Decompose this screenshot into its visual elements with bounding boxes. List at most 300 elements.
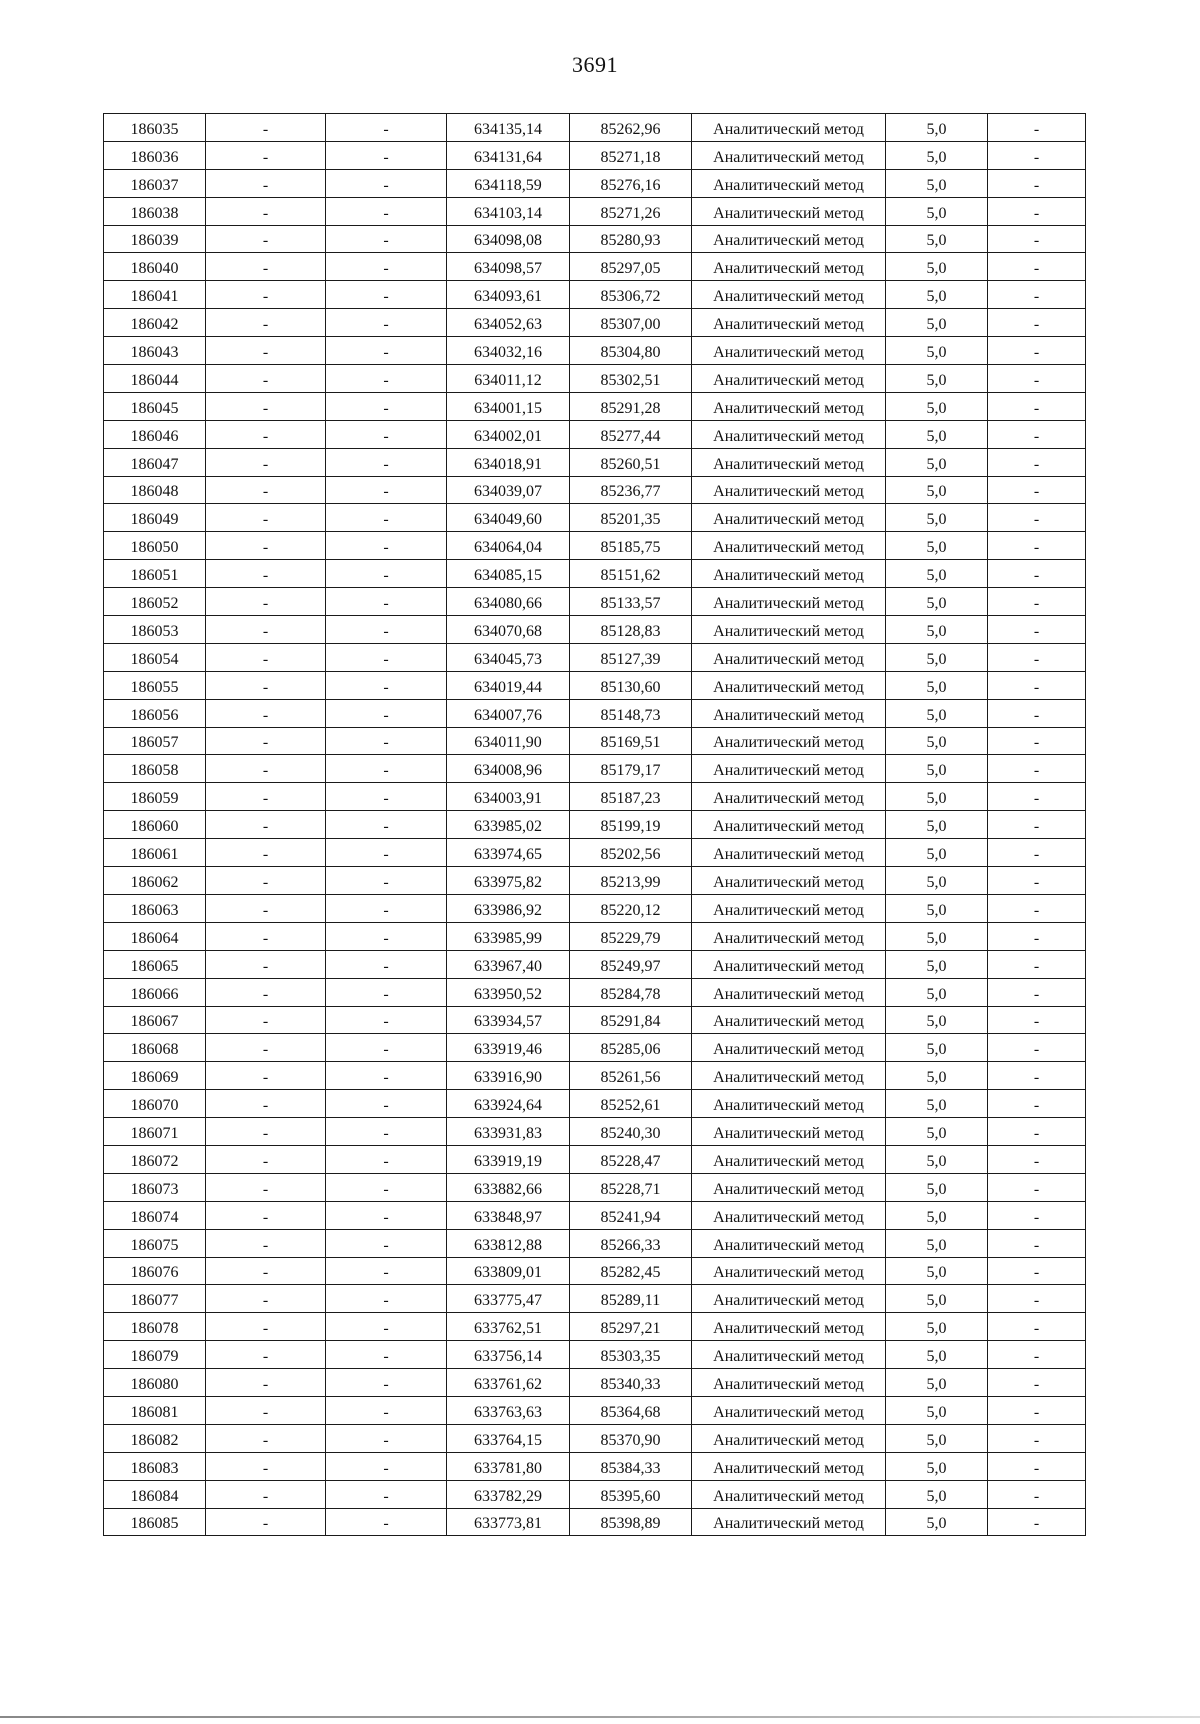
empty-col-3-cell: -: [326, 1508, 447, 1536]
empty-col-3-cell: -: [326, 141, 447, 169]
accuracy-cell: 5,0: [886, 1118, 988, 1146]
empty-col-2-cell: -: [206, 699, 326, 727]
accuracy-cell: 5,0: [886, 141, 988, 169]
y-coordinate-cell: 85179,17: [570, 755, 692, 783]
y-coordinate-cell: 85262,96: [570, 114, 692, 142]
x-coordinate-cell: 633931,83: [447, 1118, 570, 1146]
method-cell: Аналитический метод: [692, 699, 886, 727]
empty-col-3-cell: -: [326, 1062, 447, 1090]
accuracy-cell: 5,0: [886, 309, 988, 337]
method-cell: Аналитический метод: [692, 811, 886, 839]
accuracy-cell: 5,0: [886, 1257, 988, 1285]
point-number-cell: 186077: [104, 1285, 206, 1313]
table-row: [104, 253, 1086, 281]
method-cell: Аналитический метод: [692, 894, 886, 922]
point-number-cell: 186054: [104, 643, 206, 671]
accuracy-cell: 5,0: [886, 169, 988, 197]
point-number-cell: 186083: [104, 1452, 206, 1480]
empty-col-2-cell: -: [206, 1173, 326, 1201]
empty-col-3-cell: -: [326, 699, 447, 727]
point-number-cell: 186066: [104, 978, 206, 1006]
empty-col-2-cell: -: [206, 616, 326, 644]
empty-col-8-cell: -: [988, 392, 1086, 420]
point-number-cell: 186069: [104, 1062, 206, 1090]
accuracy-cell: 5,0: [886, 1452, 988, 1480]
empty-col-3-cell: -: [326, 894, 447, 922]
y-coordinate-cell: 85384,33: [570, 1452, 692, 1480]
x-coordinate-cell: 633985,99: [447, 922, 570, 950]
x-coordinate-cell: 633916,90: [447, 1062, 570, 1090]
empty-col-2-cell: -: [206, 950, 326, 978]
point-number-cell: 186055: [104, 671, 206, 699]
empty-col-8-cell: -: [988, 141, 1086, 169]
accuracy-cell: 5,0: [886, 1145, 988, 1173]
y-coordinate-cell: 85395,60: [570, 1480, 692, 1508]
empty-col-8-cell: -: [988, 1452, 1086, 1480]
empty-col-8-cell: -: [988, 1480, 1086, 1508]
table-row: [104, 365, 1086, 393]
empty-col-3-cell: -: [326, 755, 447, 783]
accuracy-cell: 5,0: [886, 588, 988, 616]
method-cell: Аналитический метод: [692, 1424, 886, 1452]
y-coordinate-cell: 85260,51: [570, 448, 692, 476]
accuracy-cell: 5,0: [886, 197, 988, 225]
empty-col-2-cell: -: [206, 1034, 326, 1062]
method-cell: Аналитический метод: [692, 476, 886, 504]
x-coordinate-cell: 634085,15: [447, 560, 570, 588]
x-coordinate-cell: 634080,66: [447, 588, 570, 616]
point-number-cell: 186059: [104, 783, 206, 811]
y-coordinate-cell: 85266,33: [570, 1229, 692, 1257]
method-cell: Аналитический метод: [692, 1341, 886, 1369]
x-coordinate-cell: 634103,14: [447, 197, 570, 225]
method-cell: Аналитический метод: [692, 867, 886, 895]
empty-col-8-cell: -: [988, 1062, 1086, 1090]
method-cell: Аналитический метод: [692, 141, 886, 169]
empty-col-8-cell: -: [988, 727, 1086, 755]
point-number-cell: 186080: [104, 1369, 206, 1397]
empty-col-8-cell: -: [988, 783, 1086, 811]
table-row: [104, 504, 1086, 532]
table-row: [104, 169, 1086, 197]
empty-col-3-cell: -: [326, 1341, 447, 1369]
y-coordinate-cell: 85127,39: [570, 643, 692, 671]
y-coordinate-cell: 85252,61: [570, 1090, 692, 1118]
empty-col-2-cell: -: [206, 1229, 326, 1257]
empty-col-3-cell: -: [326, 616, 447, 644]
method-cell: Аналитический метод: [692, 1090, 886, 1118]
y-coordinate-cell: 85220,12: [570, 894, 692, 922]
table-row: [104, 1508, 1086, 1536]
empty-col-8-cell: -: [988, 365, 1086, 393]
empty-col-8-cell: -: [988, 1090, 1086, 1118]
empty-col-3-cell: -: [326, 253, 447, 281]
method-cell: Аналитический метод: [692, 1034, 886, 1062]
empty-col-2-cell: -: [206, 1257, 326, 1285]
table-row: [104, 1313, 1086, 1341]
y-coordinate-cell: 85228,71: [570, 1173, 692, 1201]
accuracy-cell: 5,0: [886, 1313, 988, 1341]
empty-col-8-cell: -: [988, 448, 1086, 476]
empty-col-3-cell: -: [326, 337, 447, 365]
point-number-cell: 186040: [104, 253, 206, 281]
empty-col-3-cell: -: [326, 281, 447, 309]
empty-col-2-cell: -: [206, 1285, 326, 1313]
empty-col-3-cell: -: [326, 365, 447, 393]
empty-col-8-cell: -: [988, 420, 1086, 448]
table-row: [104, 727, 1086, 755]
empty-col-2-cell: -: [206, 1313, 326, 1341]
empty-col-3-cell: -: [326, 1090, 447, 1118]
accuracy-cell: 5,0: [886, 337, 988, 365]
method-cell: Аналитический метод: [692, 1480, 886, 1508]
x-coordinate-cell: 634098,57: [447, 253, 570, 281]
y-coordinate-cell: 85304,80: [570, 337, 692, 365]
empty-col-2-cell: -: [206, 141, 326, 169]
method-cell: Аналитический метод: [692, 922, 886, 950]
table-row: [104, 755, 1086, 783]
empty-col-8-cell: -: [988, 309, 1086, 337]
empty-col-2-cell: -: [206, 1369, 326, 1397]
y-coordinate-cell: 85302,51: [570, 365, 692, 393]
x-coordinate-cell: 633764,15: [447, 1424, 570, 1452]
empty-col-2-cell: -: [206, 1508, 326, 1536]
x-coordinate-cell: 633967,40: [447, 950, 570, 978]
x-coordinate-cell: 634007,76: [447, 699, 570, 727]
table-row: [104, 309, 1086, 337]
table-row: [104, 1201, 1086, 1229]
method-cell: Аналитический метод: [692, 1508, 886, 1536]
table-row: [104, 783, 1086, 811]
empty-col-8-cell: -: [988, 1341, 1086, 1369]
x-coordinate-cell: 634003,91: [447, 783, 570, 811]
empty-col-3-cell: -: [326, 476, 447, 504]
y-coordinate-cell: 85128,83: [570, 616, 692, 644]
empty-col-2-cell: -: [206, 727, 326, 755]
method-cell: Аналитический метод: [692, 197, 886, 225]
empty-col-2-cell: -: [206, 922, 326, 950]
empty-col-3-cell: -: [326, 1396, 447, 1424]
x-coordinate-cell: 634019,44: [447, 671, 570, 699]
table-row: [104, 1062, 1086, 1090]
y-coordinate-cell: 85297,05: [570, 253, 692, 281]
method-cell: Аналитический метод: [692, 1229, 886, 1257]
y-coordinate-cell: 85201,35: [570, 504, 692, 532]
table-row: [104, 476, 1086, 504]
point-number-cell: 186082: [104, 1424, 206, 1452]
point-number-cell: 186065: [104, 950, 206, 978]
accuracy-cell: 5,0: [886, 114, 988, 142]
empty-col-3-cell: -: [326, 727, 447, 755]
empty-col-2-cell: -: [206, 978, 326, 1006]
method-cell: Аналитический метод: [692, 727, 886, 755]
point-number-cell: 186073: [104, 1173, 206, 1201]
x-coordinate-cell: 633934,57: [447, 1006, 570, 1034]
empty-col-8-cell: -: [988, 867, 1086, 895]
method-cell: Аналитический метод: [692, 1285, 886, 1313]
method-cell: Аналитический метод: [692, 1145, 886, 1173]
point-number-cell: 186074: [104, 1201, 206, 1229]
x-coordinate-cell: 634032,16: [447, 337, 570, 365]
accuracy-cell: 5,0: [886, 476, 988, 504]
table-row: [104, 867, 1086, 895]
method-cell: Аналитический метод: [692, 950, 886, 978]
table-row: [104, 950, 1086, 978]
point-number-cell: 186064: [104, 922, 206, 950]
empty-col-3-cell: -: [326, 1034, 447, 1062]
empty-col-3-cell: -: [326, 1006, 447, 1034]
accuracy-cell: 5,0: [886, 1508, 988, 1536]
empty-col-3-cell: -: [326, 1145, 447, 1173]
x-coordinate-cell: 634011,12: [447, 365, 570, 393]
method-cell: Аналитический метод: [692, 783, 886, 811]
empty-col-2-cell: -: [206, 894, 326, 922]
point-number-cell: 186051: [104, 560, 206, 588]
accuracy-cell: 5,0: [886, 420, 988, 448]
x-coordinate-cell: 634093,61: [447, 281, 570, 309]
empty-col-8-cell: -: [988, 337, 1086, 365]
empty-col-3-cell: -: [326, 978, 447, 1006]
empty-col-8-cell: -: [988, 1201, 1086, 1229]
empty-col-2-cell: -: [206, 560, 326, 588]
point-number-cell: 186067: [104, 1006, 206, 1034]
point-number-cell: 186045: [104, 392, 206, 420]
accuracy-cell: 5,0: [886, 1480, 988, 1508]
empty-col-8-cell: -: [988, 114, 1086, 142]
empty-col-2-cell: -: [206, 448, 326, 476]
empty-col-3-cell: -: [326, 392, 447, 420]
x-coordinate-cell: 633975,82: [447, 867, 570, 895]
empty-col-3-cell: -: [326, 309, 447, 337]
point-number-cell: 186041: [104, 281, 206, 309]
table-row: [104, 699, 1086, 727]
empty-col-8-cell: -: [988, 1006, 1086, 1034]
x-coordinate-cell: 633809,01: [447, 1257, 570, 1285]
empty-col-3-cell: -: [326, 1229, 447, 1257]
table-row: [104, 1341, 1086, 1369]
empty-col-3-cell: -: [326, 114, 447, 142]
point-number-cell: 186052: [104, 588, 206, 616]
accuracy-cell: 5,0: [886, 560, 988, 588]
method-cell: Аналитический метод: [692, 1173, 886, 1201]
empty-col-3-cell: -: [326, 225, 447, 253]
y-coordinate-cell: 85240,30: [570, 1118, 692, 1146]
empty-col-8-cell: -: [988, 978, 1086, 1006]
scan-edge-line: [0, 1716, 1200, 1718]
point-number-cell: 186071: [104, 1118, 206, 1146]
x-coordinate-cell: 634045,73: [447, 643, 570, 671]
empty-col-2-cell: -: [206, 169, 326, 197]
table-row: [104, 922, 1086, 950]
empty-col-2-cell: -: [206, 337, 326, 365]
method-cell: Аналитический метод: [692, 1396, 886, 1424]
y-coordinate-cell: 85370,90: [570, 1424, 692, 1452]
empty-col-3-cell: -: [326, 1173, 447, 1201]
y-coordinate-cell: 85236,77: [570, 476, 692, 504]
table-row: [104, 1396, 1086, 1424]
table-row: [104, 114, 1086, 142]
x-coordinate-cell: 633773,81: [447, 1508, 570, 1536]
empty-col-2-cell: -: [206, 309, 326, 337]
y-coordinate-cell: 85229,79: [570, 922, 692, 950]
empty-col-8-cell: -: [988, 169, 1086, 197]
empty-col-3-cell: -: [326, 839, 447, 867]
x-coordinate-cell: 634001,15: [447, 392, 570, 420]
empty-col-3-cell: -: [326, 811, 447, 839]
method-cell: Аналитический метод: [692, 392, 886, 420]
point-number-cell: 186068: [104, 1034, 206, 1062]
accuracy-cell: 5,0: [886, 225, 988, 253]
empty-col-3-cell: -: [326, 1369, 447, 1397]
y-coordinate-cell: 85284,78: [570, 978, 692, 1006]
method-cell: Аналитический метод: [692, 1452, 886, 1480]
x-coordinate-cell: 633924,64: [447, 1090, 570, 1118]
empty-col-3-cell: -: [326, 671, 447, 699]
point-number-cell: 186078: [104, 1313, 206, 1341]
y-coordinate-cell: 85289,11: [570, 1285, 692, 1313]
point-number-cell: 186085: [104, 1508, 206, 1536]
y-coordinate-cell: 85148,73: [570, 699, 692, 727]
empty-col-8-cell: -: [988, 699, 1086, 727]
x-coordinate-cell: 634135,14: [447, 114, 570, 142]
empty-col-2-cell: -: [206, 1341, 326, 1369]
table-row: [104, 894, 1086, 922]
empty-col-3-cell: -: [326, 448, 447, 476]
table-row: [104, 1229, 1086, 1257]
y-coordinate-cell: 85228,47: [570, 1145, 692, 1173]
x-coordinate-cell: 633919,46: [447, 1034, 570, 1062]
point-number-cell: 186062: [104, 867, 206, 895]
empty-col-2-cell: -: [206, 1396, 326, 1424]
accuracy-cell: 5,0: [886, 281, 988, 309]
empty-col-3-cell: -: [326, 867, 447, 895]
y-coordinate-cell: 85241,94: [570, 1201, 692, 1229]
accuracy-cell: 5,0: [886, 643, 988, 671]
method-cell: Аналитический метод: [692, 1062, 886, 1090]
accuracy-cell: 5,0: [886, 867, 988, 895]
point-number-cell: 186081: [104, 1396, 206, 1424]
y-coordinate-cell: 85340,33: [570, 1369, 692, 1397]
method-cell: Аналитический метод: [692, 1118, 886, 1146]
empty-col-8-cell: -: [988, 225, 1086, 253]
table-row: [104, 811, 1086, 839]
point-number-cell: 186079: [104, 1341, 206, 1369]
x-coordinate-cell: 633782,29: [447, 1480, 570, 1508]
method-cell: Аналитический метод: [692, 309, 886, 337]
table-row: [104, 197, 1086, 225]
table-row: [104, 1452, 1086, 1480]
method-cell: Аналитический метод: [692, 281, 886, 309]
accuracy-cell: 5,0: [886, 1006, 988, 1034]
x-coordinate-cell: 633882,66: [447, 1173, 570, 1201]
y-coordinate-cell: 85280,93: [570, 225, 692, 253]
empty-col-2-cell: -: [206, 114, 326, 142]
accuracy-cell: 5,0: [886, 671, 988, 699]
empty-col-2-cell: -: [206, 643, 326, 671]
method-cell: Аналитический метод: [692, 978, 886, 1006]
point-number-cell: 186035: [104, 114, 206, 142]
accuracy-cell: 5,0: [886, 1341, 988, 1369]
point-number-cell: 186084: [104, 1480, 206, 1508]
table-row: [104, 1424, 1086, 1452]
empty-col-2-cell: -: [206, 281, 326, 309]
empty-col-3-cell: -: [326, 197, 447, 225]
method-cell: Аналитический метод: [692, 1369, 886, 1397]
method-cell: Аналитический метод: [692, 420, 886, 448]
y-coordinate-cell: 85271,26: [570, 197, 692, 225]
empty-col-8-cell: -: [988, 1369, 1086, 1397]
accuracy-cell: 5,0: [886, 616, 988, 644]
y-coordinate-cell: 85202,56: [570, 839, 692, 867]
accuracy-cell: 5,0: [886, 1062, 988, 1090]
table-row: [104, 1369, 1086, 1397]
method-cell: Аналитический метод: [692, 1006, 886, 1034]
accuracy-cell: 5,0: [886, 504, 988, 532]
accuracy-cell: 5,0: [886, 1201, 988, 1229]
empty-col-2-cell: -: [206, 504, 326, 532]
empty-col-2-cell: -: [206, 253, 326, 281]
empty-col-8-cell: -: [988, 1313, 1086, 1341]
accuracy-cell: 5,0: [886, 392, 988, 420]
table-row: [104, 281, 1086, 309]
empty-col-8-cell: -: [988, 671, 1086, 699]
empty-col-2-cell: -: [206, 365, 326, 393]
x-coordinate-cell: 633974,65: [447, 839, 570, 867]
empty-col-8-cell: -: [988, 950, 1086, 978]
x-coordinate-cell: 633848,97: [447, 1201, 570, 1229]
empty-col-3-cell: -: [326, 1201, 447, 1229]
y-coordinate-cell: 85364,68: [570, 1396, 692, 1424]
point-number-cell: 186038: [104, 197, 206, 225]
method-cell: Аналитический метод: [692, 643, 886, 671]
method-cell: Аналитический метод: [692, 560, 886, 588]
point-number-cell: 186042: [104, 309, 206, 337]
coordinates-table: [103, 113, 1086, 1536]
method-cell: Аналитический метод: [692, 616, 886, 644]
empty-col-3-cell: -: [326, 922, 447, 950]
empty-col-8-cell: -: [988, 1229, 1086, 1257]
y-coordinate-cell: 85276,16: [570, 169, 692, 197]
y-coordinate-cell: 85398,89: [570, 1508, 692, 1536]
empty-col-8-cell: -: [988, 197, 1086, 225]
empty-col-3-cell: -: [326, 950, 447, 978]
empty-col-8-cell: -: [988, 1173, 1086, 1201]
empty-col-2-cell: -: [206, 476, 326, 504]
x-coordinate-cell: 634002,01: [447, 420, 570, 448]
empty-col-2-cell: -: [206, 671, 326, 699]
table-row: [104, 1118, 1086, 1146]
x-coordinate-cell: 634098,08: [447, 225, 570, 253]
accuracy-cell: 5,0: [886, 1090, 988, 1118]
point-number-cell: 186050: [104, 532, 206, 560]
accuracy-cell: 5,0: [886, 1424, 988, 1452]
accuracy-cell: 5,0: [886, 1173, 988, 1201]
x-coordinate-cell: 633986,92: [447, 894, 570, 922]
x-coordinate-cell: 634011,90: [447, 727, 570, 755]
x-coordinate-cell: 634049,60: [447, 504, 570, 532]
x-coordinate-cell: 633775,47: [447, 1285, 570, 1313]
empty-col-2-cell: -: [206, 1201, 326, 1229]
empty-col-8-cell: -: [988, 476, 1086, 504]
y-coordinate-cell: 85249,97: [570, 950, 692, 978]
accuracy-cell: 5,0: [886, 811, 988, 839]
y-coordinate-cell: 85303,35: [570, 1341, 692, 1369]
x-coordinate-cell: 633985,02: [447, 811, 570, 839]
accuracy-cell: 5,0: [886, 839, 988, 867]
y-coordinate-cell: 85185,75: [570, 532, 692, 560]
accuracy-cell: 5,0: [886, 253, 988, 281]
empty-col-8-cell: -: [988, 1508, 1086, 1536]
